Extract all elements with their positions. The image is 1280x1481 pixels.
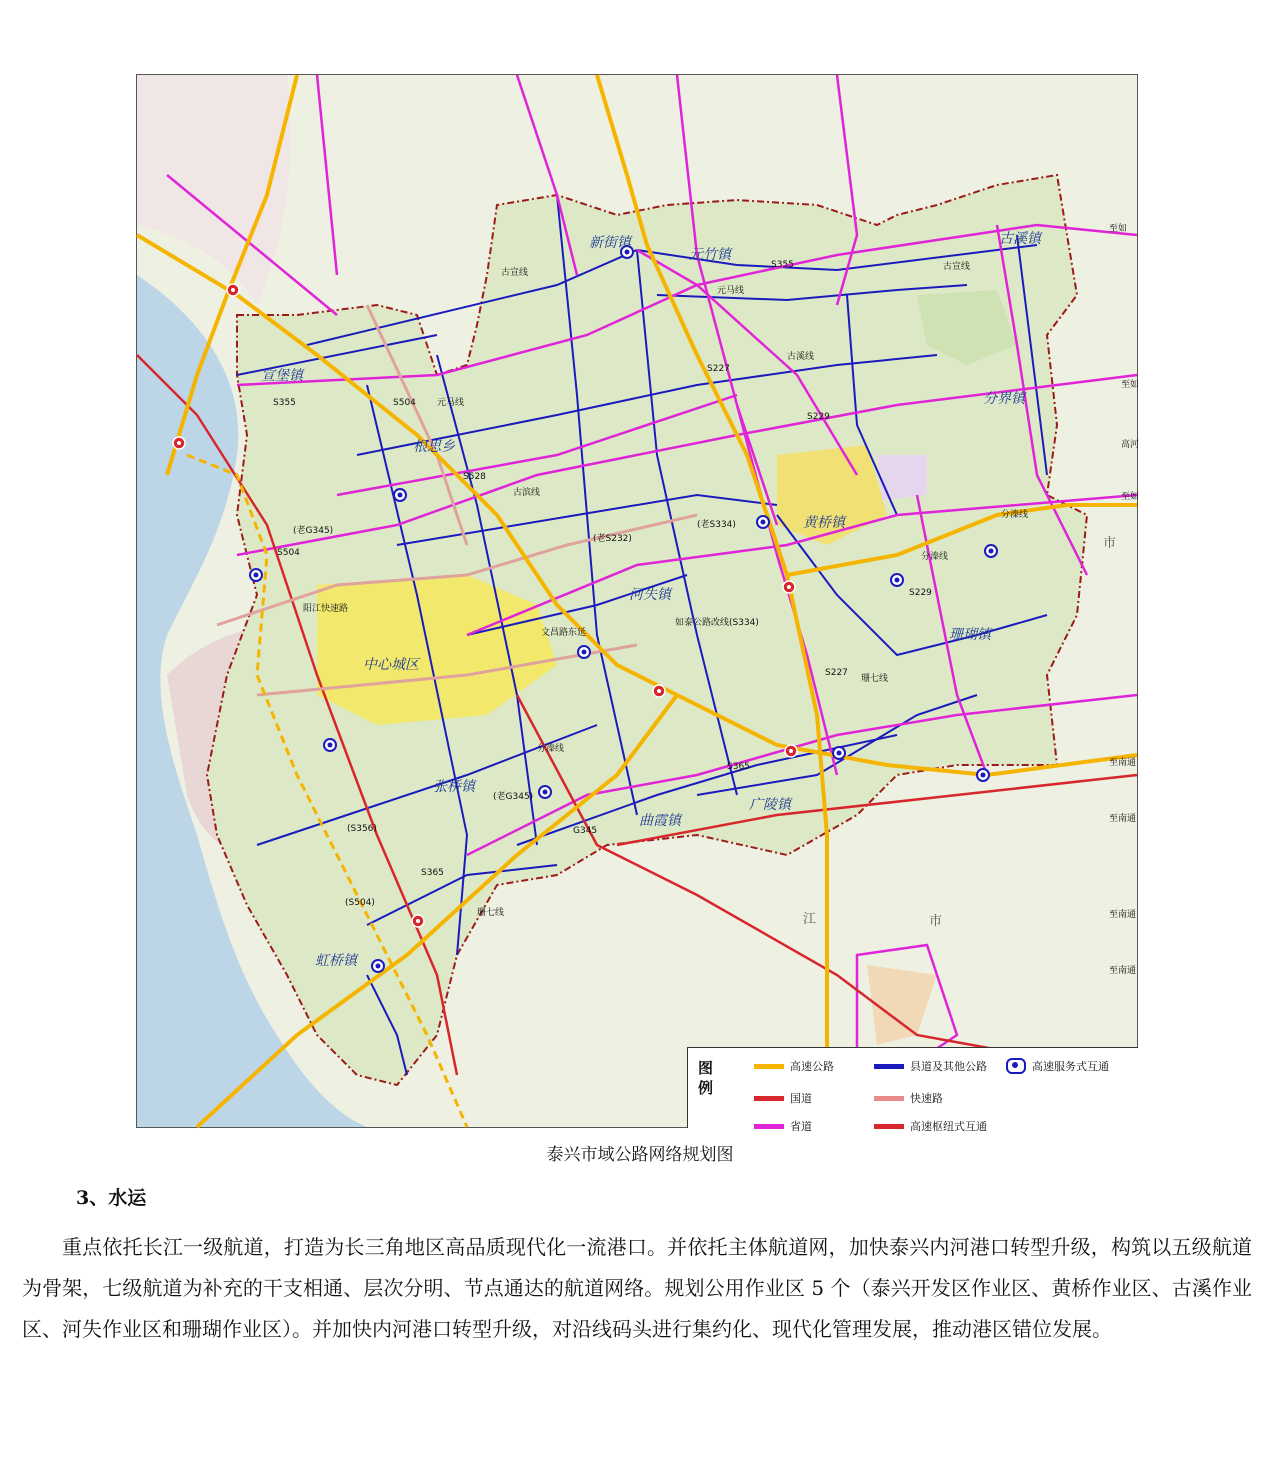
road-label: 古宣线 (501, 268, 529, 278)
town-label: 珊瑚镇 (949, 627, 991, 643)
service-interchange-icon (250, 569, 262, 581)
town-label: 曲霞镇 (639, 813, 681, 829)
edge-label: 至如 (1121, 492, 1140, 502)
figure-caption: 泰兴市域公路网络规划图 (546, 1145, 734, 1165)
road-label: 珊七线 (861, 674, 889, 684)
edge-label: 至南通 (1109, 814, 1137, 824)
road-label: G345 (573, 826, 598, 836)
road-label: S528 (463, 472, 486, 482)
hub-interchange-icon (653, 685, 665, 697)
hub-interchange-icon (227, 284, 239, 296)
edge-label: 至南通 (1109, 966, 1137, 976)
road-label: S504 (393, 398, 416, 408)
road-label: S227 (707, 364, 730, 374)
town-label: 宣堡镇 (261, 368, 303, 384)
place-label: 市 (1103, 536, 1117, 551)
road-label: (S356) (347, 824, 377, 834)
road-label: 古滨线 (513, 488, 541, 498)
road-label: 阳江快速路 (303, 604, 349, 614)
town-label: 新街镇 (589, 235, 631, 251)
town-label: 中心城区 (363, 657, 419, 673)
legend-label: 国道 (790, 1092, 812, 1105)
hub-interchange-icon (412, 915, 424, 927)
hub-interchange-icon (173, 437, 185, 449)
edge-label: 至如 (1109, 224, 1128, 234)
service-interchange-icon (891, 574, 903, 586)
map-legend (687, 1047, 1138, 1133)
legend-swatch (874, 1124, 904, 1129)
town-label: 分界镇 (983, 391, 1025, 407)
service-interchange-icon (578, 646, 590, 658)
legend-item-provincial-road (754, 1118, 812, 1134)
legend-title: 图例 (698, 1059, 714, 1097)
edge-label: 至南通 (1109, 758, 1137, 768)
road-label: (老S232) (593, 534, 632, 544)
road-label: 分溱线 (921, 552, 949, 562)
town-label: 河失镇 (629, 587, 671, 603)
road-label: 元马线 (717, 286, 745, 296)
service-interchange-icon (757, 516, 769, 528)
service-interchange-icon (985, 545, 997, 557)
legend-swatch (874, 1096, 904, 1101)
service-interchange-icon (833, 747, 845, 759)
road-label: (老G345) (293, 526, 334, 536)
service-interchange-icon (372, 960, 384, 972)
road-label: 如泰公路改线(S334) (675, 618, 759, 628)
body-paragraph: 重点依托长江一级航道，打造为长三角地区高品质现代化一流港口。并依托主体航道网，加快泰兴内河港口转型升级，构筑以五级航道为骨架，七级航道为补充的干支相通、层次分明、节点通达的航道网络。规划公用作业区 5 个（泰兴开发区作业区、黄桥作业区、古溪作业区、河失作业区和珊瑚作业区）。并加快内河港口转型升级，对沿线码头进行集约化、现代化管理发展，推动港区错位发展。 (22, 1235, 1252, 1341)
edge-label: 至南通 (1109, 910, 1137, 920)
legend-item-hub-interchange (874, 1118, 987, 1134)
legend-label: 高速服务式互通 (1032, 1060, 1109, 1073)
service-interchange-icon (1006, 1058, 1026, 1074)
place-label: 市 (929, 914, 943, 929)
section-heading: 3、水运 (76, 1187, 147, 1209)
road-label: (S504) (345, 898, 375, 908)
place-label: 江 (803, 912, 817, 927)
town-label: 黄桥镇 (803, 515, 845, 531)
legend-item-service-interchange (1006, 1058, 1109, 1074)
road-label: S504 (277, 548, 300, 558)
legend-label: 高速公路 (790, 1060, 834, 1073)
legend-label: 省道 (790, 1120, 812, 1133)
road-label: (老S334) (697, 520, 736, 530)
map-canvas (137, 75, 1140, 1127)
town-label: 张桥镇 (433, 779, 475, 795)
road-label: S365 (727, 762, 750, 772)
legend-item-county-road (874, 1058, 987, 1074)
legend-swatch (754, 1064, 784, 1069)
legend-label: 快速路 (910, 1092, 943, 1105)
road-network-map (136, 74, 1140, 1133)
legend-label: 高速枢纽式互通 (910, 1120, 987, 1133)
hub-interchange-icon (783, 581, 795, 593)
town-label: 根思乡 (413, 439, 455, 455)
road-label: S355 (771, 260, 794, 270)
road-label: 古溪线 (787, 352, 815, 362)
service-interchange-icon (977, 769, 989, 781)
edge-label: 至如 (1121, 380, 1140, 390)
town-label: 虹桥镇 (315, 953, 357, 969)
legend-swatch (754, 1096, 784, 1101)
service-interchange-icon (394, 489, 406, 501)
service-interchange-icon (539, 786, 551, 798)
scenic-area (877, 455, 927, 500)
road-label: S365 (421, 868, 444, 878)
road-label: S229 (909, 588, 932, 598)
road-label: 分溱线 (1001, 510, 1029, 520)
road-label: (老G345) (493, 792, 534, 802)
road-label: S227 (825, 668, 848, 678)
road-label: S355 (273, 398, 296, 408)
road-label: 珊七线 (477, 908, 505, 918)
road-label: 元马线 (437, 398, 465, 408)
town-label: 古溪镇 (999, 231, 1041, 247)
legend-item-national-road (754, 1090, 812, 1106)
legend-label: 县道及其他公路 (910, 1060, 987, 1073)
road-label: 古宣线 (943, 262, 971, 272)
legend-item-highway (754, 1058, 834, 1074)
road-label: 文昌路东延 (541, 628, 587, 638)
legend-item-expressway (874, 1090, 943, 1106)
road-label: S229 (807, 412, 830, 422)
legend-swatch (874, 1064, 904, 1069)
road-label: 分溱线 (537, 744, 565, 754)
edge-label: 高河 (1121, 440, 1140, 450)
legend-swatch (754, 1124, 784, 1129)
service-interchange-icon (324, 739, 336, 751)
hub-interchange-icon (785, 745, 797, 757)
town-label: 广陵镇 (749, 797, 791, 813)
town-label: 元竹镇 (689, 247, 731, 263)
